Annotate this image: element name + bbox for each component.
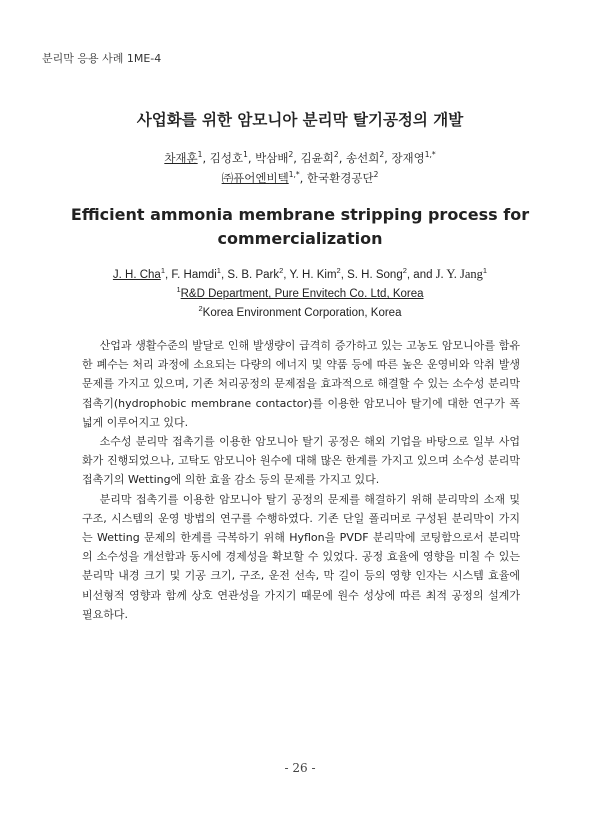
korean-author-3-sup: 2 bbox=[288, 150, 294, 160]
english-affiliation-2: Korea Environment Corporation, Korea bbox=[202, 307, 402, 319]
english-author-2: F. Hamdi bbox=[171, 269, 217, 281]
korean-author-separator: , bbox=[384, 151, 392, 165]
korean-authors-block bbox=[0, 148, 600, 188]
korean-affiliation-line bbox=[0, 168, 600, 188]
english-title-line-2: commercialization bbox=[217, 229, 383, 248]
korean-author-separator: , bbox=[202, 151, 210, 165]
abstract-body bbox=[82, 336, 520, 624]
korean-author-5-sup: 2 bbox=[379, 150, 385, 160]
korean-affiliation-separator: , bbox=[299, 171, 307, 185]
korean-title: 사업화를 위한 암모니아 분리막 탈기공정의 개발 bbox=[136, 111, 464, 129]
running-header: 분리막 응용 사례 1ME-4 bbox=[42, 52, 162, 65]
english-author-separator: , bbox=[340, 269, 348, 281]
korean-author-4-sup: 2 bbox=[333, 150, 339, 160]
korean-author-3: 박삼배 bbox=[255, 151, 289, 165]
english-affiliation-1-sup: 1 bbox=[176, 285, 181, 295]
english-author-4: Y. H. Kim bbox=[289, 269, 337, 281]
english-author-5: S. H. Song bbox=[347, 269, 403, 281]
korean-author-5: 송선희 bbox=[346, 151, 380, 165]
english-affiliation-2-sup: 2 bbox=[198, 304, 203, 314]
body-paragraph-1: 산업과 생활수준의 발달로 인해 발생량이 급격히 증가하고 있는 고농도 암모니아를 함유한 폐수는 처리 과정에 소요되는 다량의 에너지 및 약품 등에 따른 높은 운영비와 악취 발생문제를 가지고 있으며, 기존 처리공정의 문제점을 효과적으로 해결할 수 있는 소수성 분리막 접촉기(hydrophobic membrane contactor)를 이용한 암모니아 탈기에 대한 연구가 폭넓게 이루어지고 있다. bbox=[82, 339, 520, 429]
english-affiliation-1-line bbox=[0, 285, 600, 304]
english-author-3-sup: 2 bbox=[279, 266, 284, 276]
korean-author-4: 김윤희 bbox=[300, 151, 334, 165]
english-author-1: J. H. Cha bbox=[112, 269, 161, 281]
korean-affiliation-2-sup: 2 bbox=[373, 170, 379, 180]
korean-author-separator: , bbox=[293, 151, 301, 165]
korean-author-6: 장재영 bbox=[391, 151, 425, 165]
body-paragraph-3: 분리막 접촉기를 이용한 암모니아 탈기 공정의 문제를 해결하기 위해 분리막의 소재 및 구조, 시스템의 운영 방법의 연구를 수행하였다. 기존 단일 폴리머로 구성된 분리막이 가지는 Wetting 문제의 한계를 극복하기 위해 Hyflon을 PVDF 분리막에 코팅함으로서 분리막의 소수성을 개선함과 동시에 경제성을 확보할 수 있었다. 공정 효율에 영향을 미칠 수 있는 분리막 내경 크기 및 기공 크기, 구조, 운전 선속, 막 길이 등의 영향 인자는 시스템 효율에 비선형적 영향과 함께 상호 연관성을 가지기 때문에 원수 성상에 따른 최적 공정의 설계가 필요하다. bbox=[82, 492, 520, 621]
english-affiliation-2-line bbox=[0, 304, 600, 323]
english-author-4-sup: 2 bbox=[336, 266, 341, 276]
english-authors-block bbox=[0, 265, 600, 323]
english-title bbox=[0, 203, 600, 251]
page-number: - 26 - bbox=[284, 761, 316, 775]
korean-author-separator: , bbox=[338, 151, 347, 165]
korean-author-1-sup: 1 bbox=[197, 150, 203, 160]
korean-affiliation-1: ㈜퓨어엔비텍 bbox=[221, 171, 289, 185]
korean-affiliation-2: 한국환경공단 bbox=[306, 171, 374, 185]
english-author-1-sup: 1 bbox=[160, 266, 165, 276]
korean-author-2-sup: 1 bbox=[243, 150, 248, 160]
english-author-2-sup: 1 bbox=[216, 266, 221, 276]
korean-author-6-sup: 1,* bbox=[424, 150, 436, 160]
english-author-line bbox=[0, 265, 600, 285]
korean-author-1: 차재훈 bbox=[164, 151, 198, 165]
english-author-separator: , bbox=[165, 269, 172, 281]
english-title-line-1: Efficient ammonia membrane stripping process for bbox=[70, 205, 530, 224]
english-author-6-sup: 1 bbox=[482, 266, 488, 276]
body-paragraph-2: 소수성 분리막 접촉기를 이용한 암모니아 탈기 공정은 해외 기업을 바탕으로 일부 사업화가 진행되었으나, 고탁도 암모니아 원수에 대해 많은 한계를 가지고 있으며 소수성 분리막 접촉기의 Wetting에 의한 효율 감소 등의 문제를 가지고 있다. bbox=[82, 435, 520, 487]
korean-author-2: 김성호 bbox=[209, 151, 244, 165]
english-author-separator: , bbox=[220, 269, 228, 281]
korean-affiliation-1-sup: 1,* bbox=[288, 170, 300, 180]
english-affiliation-1: R&D Department, Pure Envitech Co. Ltd, Korea bbox=[180, 288, 424, 300]
english-author-and: , and bbox=[406, 269, 436, 281]
english-author-5-sup: 2 bbox=[402, 266, 407, 276]
english-author-3: S. B. Park bbox=[227, 269, 280, 281]
english-author-6: J. Y. Jang bbox=[435, 267, 483, 281]
english-author-separator: , bbox=[283, 269, 290, 281]
korean-author-line bbox=[0, 148, 600, 168]
korean-author-separator: , bbox=[247, 151, 256, 165]
